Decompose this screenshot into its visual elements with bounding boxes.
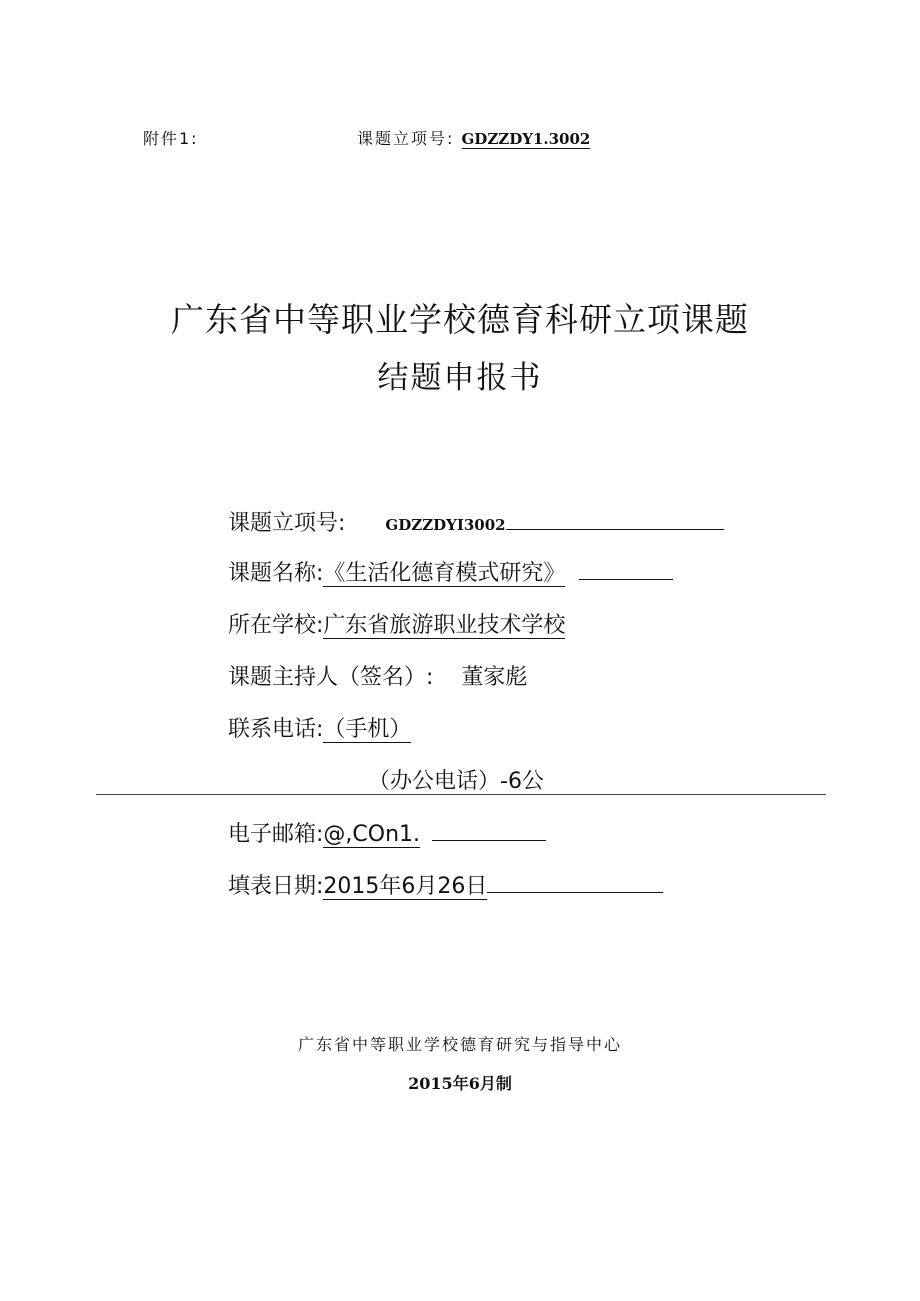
attachment-text: 附件1: (143, 129, 199, 148)
project-code-blank (506, 507, 724, 530)
project-name-blank (579, 557, 673, 580)
project-name-label: 课题名称: (228, 561, 324, 586)
host-value: 董家彪 (461, 665, 528, 690)
host-label: 课题主持人（签名）: (228, 665, 434, 690)
phone-value: （手机） (323, 717, 412, 742)
header-project-label: 课题立项号: (357, 129, 455, 148)
project-name-value: 《生活化德育模式研究》 (323, 561, 566, 586)
field-email (228, 817, 546, 848)
attachment-label (143, 126, 199, 149)
field-host (228, 660, 527, 691)
school-label: 所在学校: (228, 613, 324, 638)
date-value: 2015年6月26日 (323, 874, 488, 899)
footer-organization: 广东省中等职业学校德育研究与指导中心 (297, 1035, 622, 1054)
school-value: 广东省旅游职业技术学校 (323, 613, 566, 638)
divider-line (96, 794, 826, 795)
field-school (228, 608, 565, 639)
field-date (228, 869, 663, 900)
header-project-code: GDZZDY1.3002 (461, 130, 591, 148)
footer-date: 2015年6月制 (408, 1074, 512, 1093)
document-subtitle: 结题申报书 (377, 360, 543, 396)
project-code-label: 课题立项号: (228, 511, 346, 536)
document-title: 广东省中等职业学校德育科研立项课题 (171, 300, 749, 339)
email-label: 电子邮箱: (228, 822, 324, 847)
date-blank (487, 870, 663, 893)
project-code-value: GDZZDYI3002 (385, 516, 506, 534)
email-value: @,COn1. (323, 822, 421, 847)
phone-label: 联系电话: (228, 717, 324, 742)
date-label: 填表日期: (228, 874, 324, 899)
field-project-name (228, 556, 673, 587)
email-blank (432, 818, 546, 841)
field-phone (228, 712, 411, 743)
office-phone: （办公电话）-6公 (368, 769, 544, 794)
header-project-number (357, 126, 590, 149)
field-project-code (228, 506, 724, 537)
